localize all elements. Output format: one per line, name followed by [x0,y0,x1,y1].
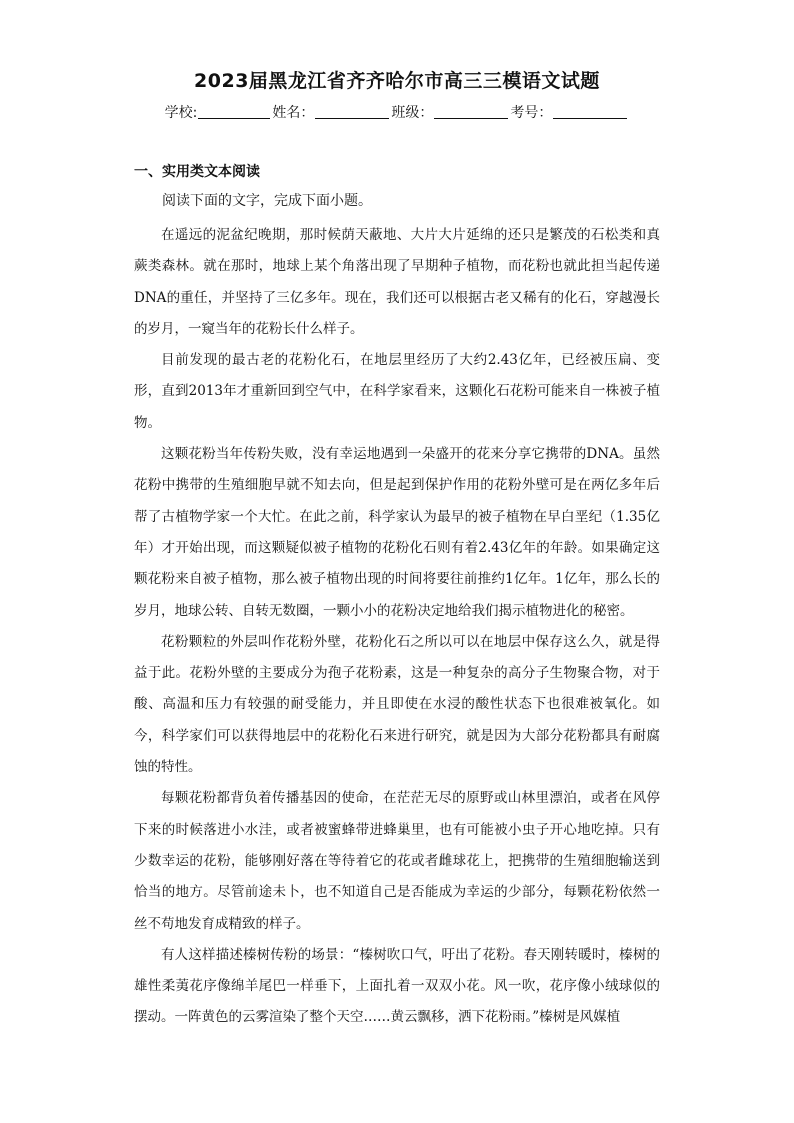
name-blank[interactable] [315,118,389,119]
name-label: 姓名： [272,105,315,121]
passage [134,220,660,1034]
student-info-row [0,102,794,122]
passage-paragraph: 这颗花粉当年传粉失败，没有幸运地遇到一朵盛开的花来分享它携带的DNA。虽然花粉中携带的生殖细胞早就不知去向，但是起到保护作用的花粉外壁可是在两亿多年后帮了古植物学家一个大忙。在此之前，科学家认为最早的被子植物在早白垩纪（1.35亿年）才开始出现，而这颗疑似被子植物的花粉化石则有着2.43亿年的年龄。如果确定这颗花粉来自被子植物，那么被子植物出现的时间将要往前推约1亿年。1亿年，那么长的岁月，地球公转、自转无数圈，一颗小小的花粉决定地给我们揭示植物进化的秘密。 [134,446,660,619]
passage-paragraph: 每颗花粉都背负着传播基因的使命，在茫茫无尽的原野或山林里漂泊，或者在风停下来的时候落进小水洼，或者被蜜蜂带进蜂巢里，也有可能被小虫子开心地吃掉。只有少数幸运的花粉，能够刚好落在等待着它的花或者雌球花上，把携带的生殖细胞输送到恰当的地方。尽管前途未卜，也不知道自己是否能成为幸运的少部分，每颗花粉依然一丝不苟地发育成精致的样子。 [134,790,660,932]
school-blank[interactable] [198,118,270,119]
class-blank[interactable] [434,118,508,119]
section-heading: 一、实用类文本阅读 [134,164,260,180]
passage-paragraph: 在遥远的泥盆纪晚期，那时候荫天蔽地、大片大片延绵的还只是繁茂的石松类和真蕨类森林。就在那时，地球上某个角落出现了早期种子植物，而花粉也就此担当起传递DNA的重任，并坚持了三亿多年。现在，我们还可以根据古老又稀有的化石，穿越漫长的岁月，一窥当年的花粉长什么样子。 [134,227,660,337]
passage-paragraph: 目前发现的最古老的花粉化石，在地层里经历了大约2.43亿年，已经被压扁、变形，直到2013年才重新回到空气中，在科学家看来，这颗化石花粉可能来自一株被子植物。 [134,352,660,431]
exam-number-label: 考号： [510,105,553,121]
instruction: 阅读下面的文字，完成下面小题。 [162,193,372,209]
passage-paragraph: 有人这样描述榛树传粉的场景：“榛树吹口气，吁出了花粉。春天刚转暖时，榛树的雄性柔荑花序像绵羊尾巴一样垂下，上面扎着一双双小花。风一吹，花序像小绒球似的摆动。一阵黄色的云雾渲染了整个天空……黄云飘移，洒下花粉雨。”榛树是风媒植 [134,946,660,1026]
exam-number-blank[interactable] [553,118,627,119]
passage-paragraph: 花粉颗粒的外层叫作花粉外壁，花粉化石之所以可以在地层中保存这么久，就是得益于此。花粉外壁的主要成分为孢子花粉素，这是一种复杂的高分子生物聚合物，对于酸、高温和压力有较强的耐受能力，并且即使在水浸的酸性状态下也很难被氧化。如今，科学家们可以获得地层中的花粉化石来进行研究，就是因为大部分花粉都具有耐腐蚀的特性。 [134,633,660,776]
page-title: 2023届黑龙江省齐齐哈尔市高三三模语文试题 [194,70,600,92]
class-label: 班级： [391,105,434,121]
school-label: 学校: [164,105,198,121]
